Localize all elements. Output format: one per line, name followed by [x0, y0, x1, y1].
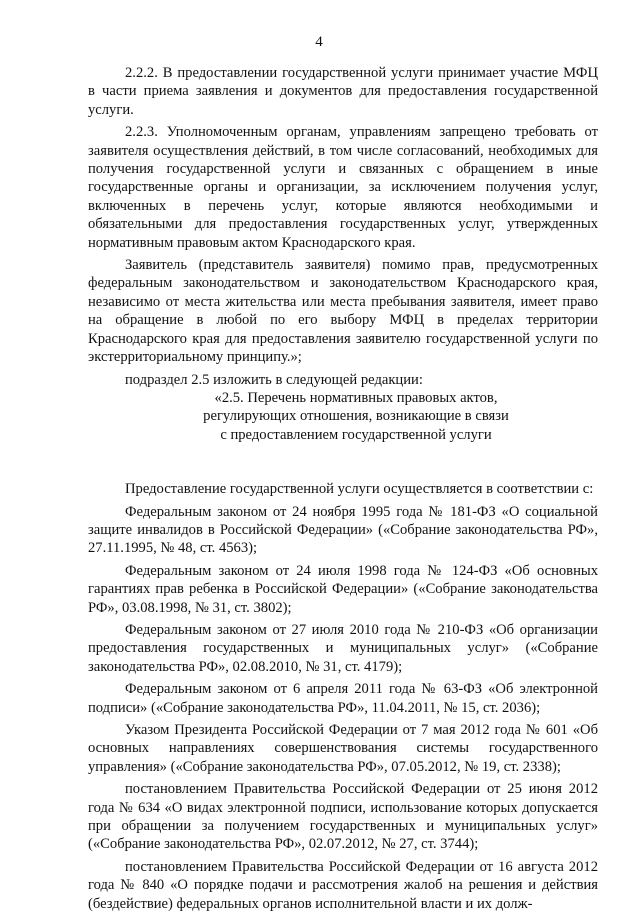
paragraph-applicant-rights: Заявитель (представитель заявителя) помимо прав, предусмотренных федеральным законодательством и законодательством Краснодарского края, независимо от места жительства или места пребывания заявителя, имеет право на обращение в любой по его выбору МФЦ в пределах территории Краснодарского края для предоставления заявителю государственной услуги по экстерриториальному принципу.»;: [88, 257, 598, 366]
section-heading-line-2: регулирующих отношения, возникающие в связи: [203, 408, 509, 425]
document-body: [88, 64, 598, 913]
act-item: Федеральным законом от 27 июля 2010 года № 210-ФЗ «Об организации предоставления государственных и муниципальных услуг» («Собрание законодательства РФ», 02.08.2010, № 31, ст. 4179);: [88, 621, 598, 675]
section-heading-line-1: «2.5. Перечень нормативных правовых актов,: [214, 389, 498, 406]
act-item: постановлением Правительства Российской Федерации от 25 июня 2012 года № 634 «О видах электронной подписи, использование которых допускается при обращении за получением государственных и муниципальных услуг» («Собрание законодательства РФ», 02.07.2012, № 27, ст. 3744);: [88, 781, 598, 853]
paragraph-2-2-3: 2.2.3. Уполномоченным органам, управлениям запрещено требовать от заявителя осуществления действий, в том числе согласований, необходимых для получения государственной услуги и связанных с обращением в иные государственные органы и организации, за исключением получения услуг, включенных в перечень услуг, которые являются необходимыми и обязательными для предоставления государственных услуг, утвержденных нормативным правовым актом Краснодарского края.: [88, 124, 598, 251]
act-item: Федеральным законом от 24 ноября 1995 года № 181-ФЗ «О социальной защите инвалидов в Российской Федерации» («Собрание законодательства РФ», 27.11.1995, № 48, ст. 4563);: [88, 503, 598, 557]
act-item: Федеральным законом от 24 июля 1998 года № 124-ФЗ «Об основных гарантиях прав ребенка в Российской Федерации» («Собрание законодательства РФ», 03.08.1998, № 31, ст. 3802);: [88, 562, 598, 616]
page-number: 4: [315, 34, 323, 50]
act-item: Указом Президента Российской Федерации от 7 мая 2012 года № 601 «Об основных направлениях совершенствования системы государственного управления» («Собрание законодательства РФ», 07.05.2012, № 19, ст. 2338);: [88, 722, 598, 775]
paragraph-basis-intro: Предоставление государственной услуги осуществляется в соответствии с:: [125, 481, 594, 498]
paragraph-subsection-intro: подраздел 2.5 изложить в следующей редакции:: [125, 371, 423, 388]
paragraph-2-2-2: 2.2.2. В предоставлении государственной услуги принимает участие МФЦ в части приема заявления и документов для предоставления государственной услуги.: [88, 65, 598, 118]
section-heading-line-3: с предоставлением государственной услуги: [220, 426, 492, 443]
act-item: постановлением Правительства Российской Федерации от 16 августа 2012 года № 840 «О порядке подачи и рассмотрения жалоб на решения и действия (бездействие) федеральных органов исполнительной власти и их долж-: [88, 858, 598, 912]
act-item: Федеральным законом от 6 апреля 2011 года № 63-ФЗ «Об электронной подписи» («Собрание законодательства РФ», 11.04.2011, № 15, ст. 2036);: [88, 681, 598, 716]
